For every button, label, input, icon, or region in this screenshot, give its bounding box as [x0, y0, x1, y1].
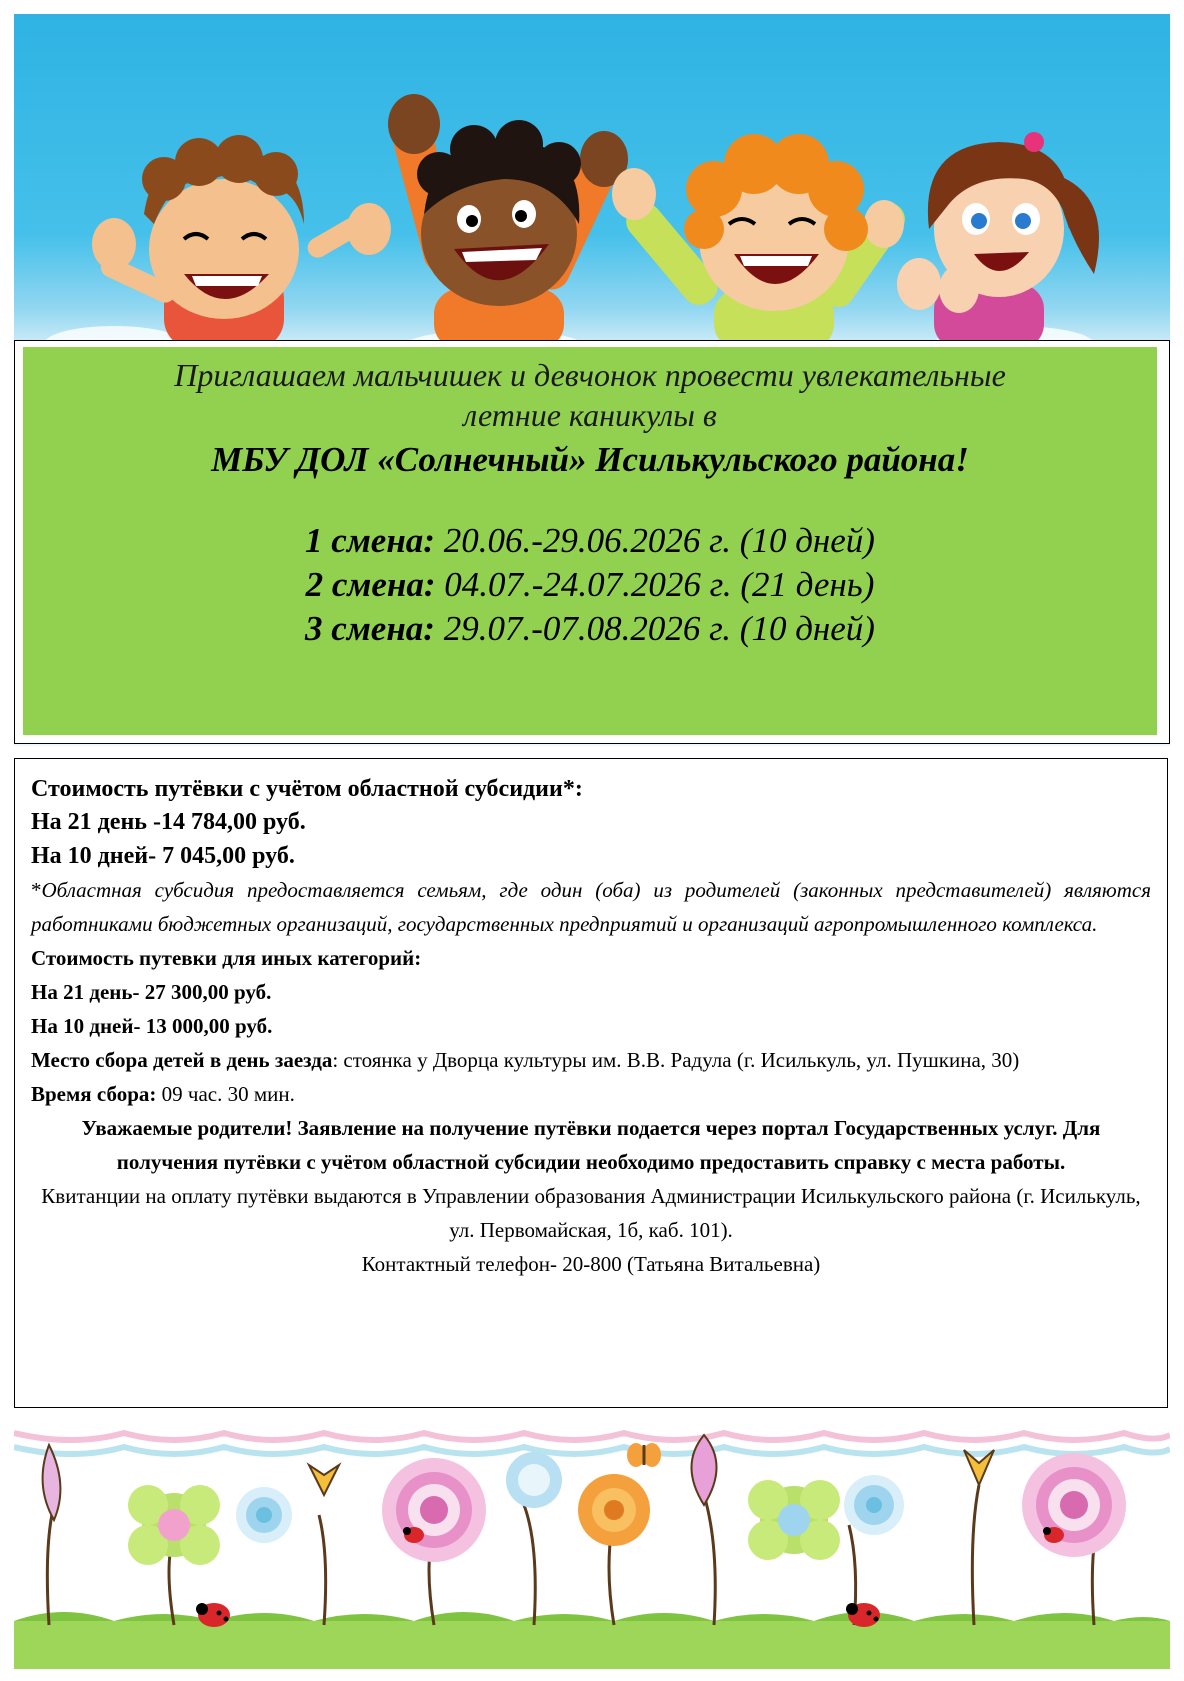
- receipts-info: Квитанции на оплату путёвки выдаются в Управлении образования Администрации Исилькульского района (г. Исилькуль, ул. Первомайская, 1б, каб. 101).: [41, 1184, 1141, 1242]
- meeting-place-text: : стоянка у Дворца культуры им. В.В. Радула (г. Исилькуль, ул. Пушкина, 30): [332, 1048, 1020, 1072]
- meeting-time-label: Время сбора:: [31, 1082, 157, 1106]
- other-price-21: На 21 день- 27 300,00 руб.: [31, 980, 272, 1004]
- kid-2-figure: [388, 94, 628, 344]
- subsidy-note: [31, 873, 1151, 941]
- info-box: [14, 758, 1168, 1408]
- other-heading: Стоимость путевки для иных категорий:: [31, 946, 422, 970]
- note-text: Областная субсидия предоставляется семьям, где один (оба) из родителей (законных представителей) являются работниками бюджетных организаций, государственных предприятий и организаций агропромышленного комплекса.: [31, 878, 1151, 936]
- shifts-list: [23, 519, 1157, 651]
- other-price-10: На 10 дней- 13 000,00 руб.: [31, 1014, 273, 1038]
- note-asterisk: *: [31, 878, 42, 902]
- meeting-place-label: Место сбора детей в день заезда: [31, 1048, 333, 1072]
- shift-2-label: 2 смена:: [305, 565, 436, 604]
- shift-1-label: 1 смена:: [305, 521, 435, 560]
- butterfly-icon: [627, 1443, 661, 1467]
- children-illustration: [14, 14, 1170, 344]
- meeting-place: [31, 1043, 1151, 1077]
- invitation-text: [23, 355, 1157, 485]
- contact-phone: Контактный телефон- 20-800 (Татьяна Витальевна): [361, 1252, 821, 1276]
- parents-notice: Уважаемые родители! Заявление на получение путёвки подается через портал Государственных услуг. Для получения путёвки с учётом областной субсидии необходимо предоставить справку с места работы.: [81, 1116, 1101, 1174]
- shift-2-dates: 04.07.-24.07.2026 г. (21 день): [435, 565, 875, 604]
- shift-2: [23, 563, 1157, 607]
- meeting-time-text: 09 час. 30 мин.: [156, 1082, 295, 1106]
- shift-3-dates: 29.07.-07.08.2026 г. (10 дней): [434, 609, 875, 648]
- kid-4-figure: [897, 132, 1099, 344]
- invitation-line-2: летние каникулы в: [463, 397, 717, 433]
- subsidy-price-21: На 21 день -14 784,00 руб.: [31, 809, 306, 835]
- invitation-line-1: Приглашаем мальчишек и девчонок провести увлекательные: [174, 357, 1006, 393]
- kid-1-figure: [92, 135, 391, 344]
- flowers-illustration: [14, 1425, 1170, 1669]
- subsidy-heading: Стоимость путёвки с учётом областной субсидии*:: [31, 776, 583, 802]
- invitation-frame: [14, 340, 1170, 744]
- invitation-panel: [23, 347, 1157, 735]
- meeting-time: [31, 1077, 1151, 1111]
- shift-1: [23, 519, 1157, 563]
- shift-1-dates: 20.06.-29.06.2026 г. (10 дней): [434, 521, 875, 560]
- shift-3-label: 3 смена:: [305, 609, 435, 648]
- subsidy-price-10: На 10 дней- 7 045,00 руб.: [31, 843, 295, 869]
- kid-3-figure: [612, 134, 911, 344]
- camp-name: МБУ ДОЛ «Солнечный» Исилькульского района!: [211, 440, 969, 479]
- shift-3: [23, 607, 1157, 651]
